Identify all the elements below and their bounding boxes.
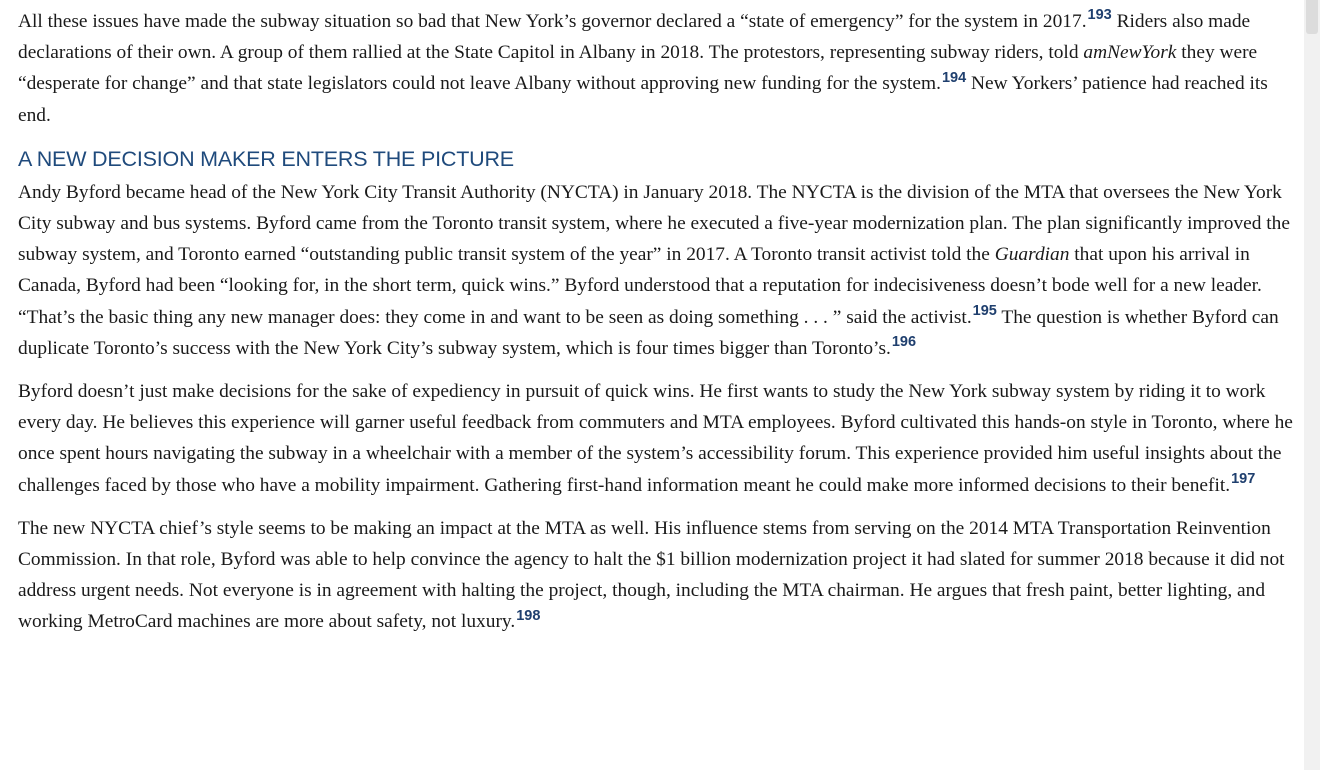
footnote-198[interactable]: 198	[516, 607, 541, 624]
paragraph-byford-intro	[18, 177, 1296, 364]
footnote-193[interactable]: 193	[1087, 7, 1112, 24]
paragraph-intro	[18, 6, 1296, 131]
footnote-197[interactable]: 197	[1231, 471, 1256, 488]
vertical-scrollbar[interactable]	[1304, 0, 1320, 770]
footnote-196[interactable]: 196	[891, 334, 917, 351]
footnote-195[interactable]: 195	[972, 303, 997, 320]
text-run: The question is whether Byford can duplicate Toronto’s success with the New York City’s subway system, which is four times bigger than Toronto’s.	[18, 306, 1279, 359]
text-run: New Yorkers’ patience had reached its end.	[18, 73, 1268, 126]
text-run: Byford doesn’t just make decisions for the sake of expediency in pursuit of quick wins. He first wants to study the New York subway system by riding it to work every day. He believes this experience will garner useful feedback from commuters and MTA employees. Byford cultivated this hands-on style in Toronto, where he once spent hours navigating the subway in a wheelchair with a member of the system’s accessibility forum. This experience provided him useful insights about the challenges faced by those who have a mobility impairment. Gathering first-hand information meant he could make more informed decisions to their benefit.	[18, 381, 1293, 496]
article-content	[18, 6, 1296, 638]
text-run: that upon his arrival in Canada, Byford had been “looking for, in the short term, quick wins.” Byford understood that a reputation for indecisiveness doesn’t bode well for a new leader. “That’s the basic thing any new manager does: they come in and want to be seen as doing something . . . ” said the activist.	[18, 244, 1262, 328]
text-run: Riders also made declarations of their own. A group of them rallied at the State Capitol in Albany in 2018. The protestors, representing subway riders, told	[18, 11, 1251, 64]
paragraph-byford-style	[18, 376, 1296, 501]
paragraph-mta-impact	[18, 513, 1296, 638]
text-run: All these issues have made the subway situation so bad that New York’s governor declared a “state of emergency” for the system in 2017.	[18, 11, 1087, 32]
text-run: they were “desperate for change” and that state legislators could not leave Albany without approving new funding for the system.	[18, 42, 1258, 95]
text-run: The new NYCTA chief’s style seems to be making an impact at the MTA as well. His influence stems from serving on the 2014 MTA Transportation Reinvention Commission. In that role, Byford was able to help convince the agency to halt the $1 billion modernization project it had slated for summer 2018 because it did not address urgent needs. Not everyone is in agreement with halting the project, though, including the MTA chairman. He argues that fresh paint, better lighting, and working MetroCard machines are more about safety, not luxury.	[18, 517, 1285, 633]
publication-name: amNewYork	[1083, 42, 1177, 64]
publication-name: Guardian	[994, 244, 1070, 266]
scrollbar-thumb[interactable]	[1306, 0, 1318, 34]
text-run: Andy Byford became head of the New York City Transit Authority (NYCTA) in January 2018. The NYCTA is the division of the MTA that oversees the New York City subway and bus systems. Byford came from the Toronto transit system, where he executed a five-year modernization plan. The plan significantly improved the subway system, and Toronto earned “outstanding public transit system of the year” in 2017. A Toronto transit activist told the	[18, 181, 1290, 266]
section-heading: A NEW DECISION MAKER ENTERS THE PICTURE	[18, 146, 514, 171]
footnote-194[interactable]: 194	[941, 69, 967, 86]
